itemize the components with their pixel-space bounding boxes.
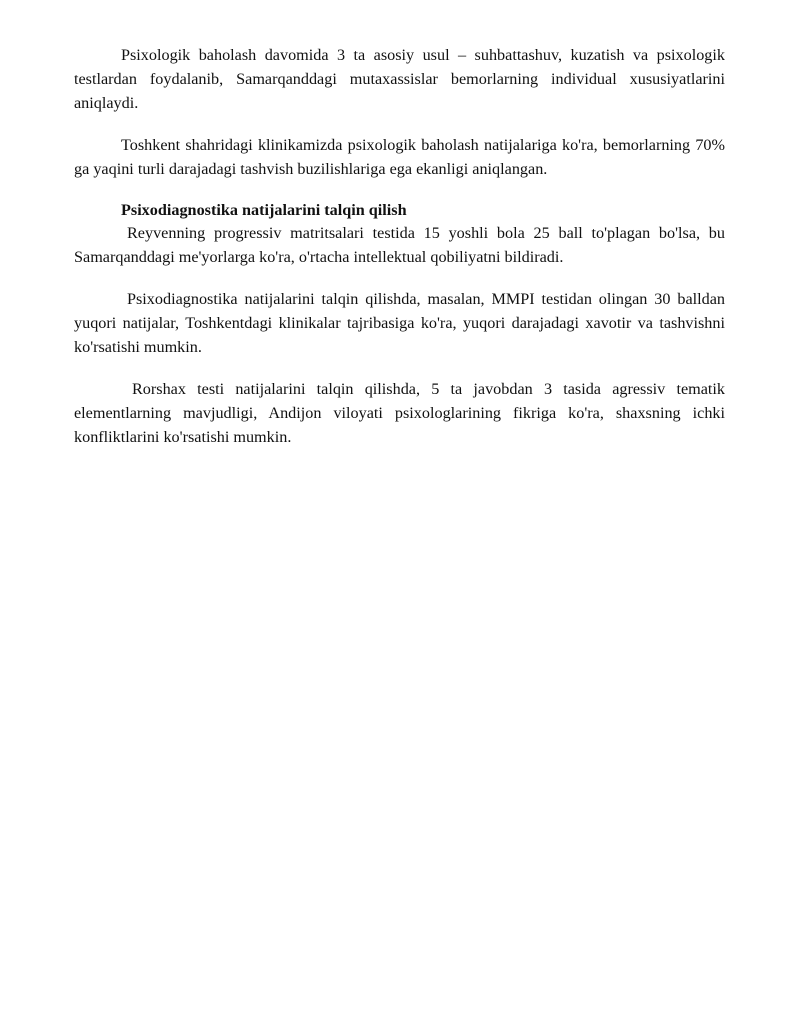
paragraph-raven-test: Reyvenning progressiv matritsalari testida 15 yoshli bola 25 ball to'plagan bo'lsa, bu Samarqanddagi me'yorlarga ko'ra, o'rtacha intellektual qobiliyatni bildiradi. [74,224,725,266]
document-body [74,43,725,467]
paragraph-assessment-methods: Psixologik baholash davomida 3 ta asosiy usul – suhbattashuv, kuzatish va psixologik testlardan foydalanib, Samarqanddagi mutaxassislar bemorlarning individual xususiyatlarini aniqlaydi. [74,46,725,112]
section-heading: Psixodiagnostika natijalarini talqin qilish [121,201,407,219]
paragraph-mmpi-test: Psixodiagnostika natijalarini talqin qilishda, masalan, MMPI testidan olingan 30 balldan yuqori natijalar, Toshkentdagi klinikalar tajribasiga ko'ra, yuqori darajadagi xavotir va tashvishni ko'rsatishi mumkin. [74,290,725,356]
paragraph-rorschach-test: Rorshax testi natijalarini talqin qilishda, 5 ta javobdan 3 tasida agressiv tematik elementlarning mavjudligi, Andijon viloyati psixologlarining fikriga ko'ra, shaxsning ichki konfliktlarini ko'rsatishi mumkin. [74,380,725,446]
paragraph-anxiety-results: Toshkent shahridagi klinikamizda psixologik baholash natijalariga ko'ra, bemorlarning 70% ga yaqini turli darajadagi tashvish buzilishlariga ega ekanligi aniqlangan. [74,136,725,178]
